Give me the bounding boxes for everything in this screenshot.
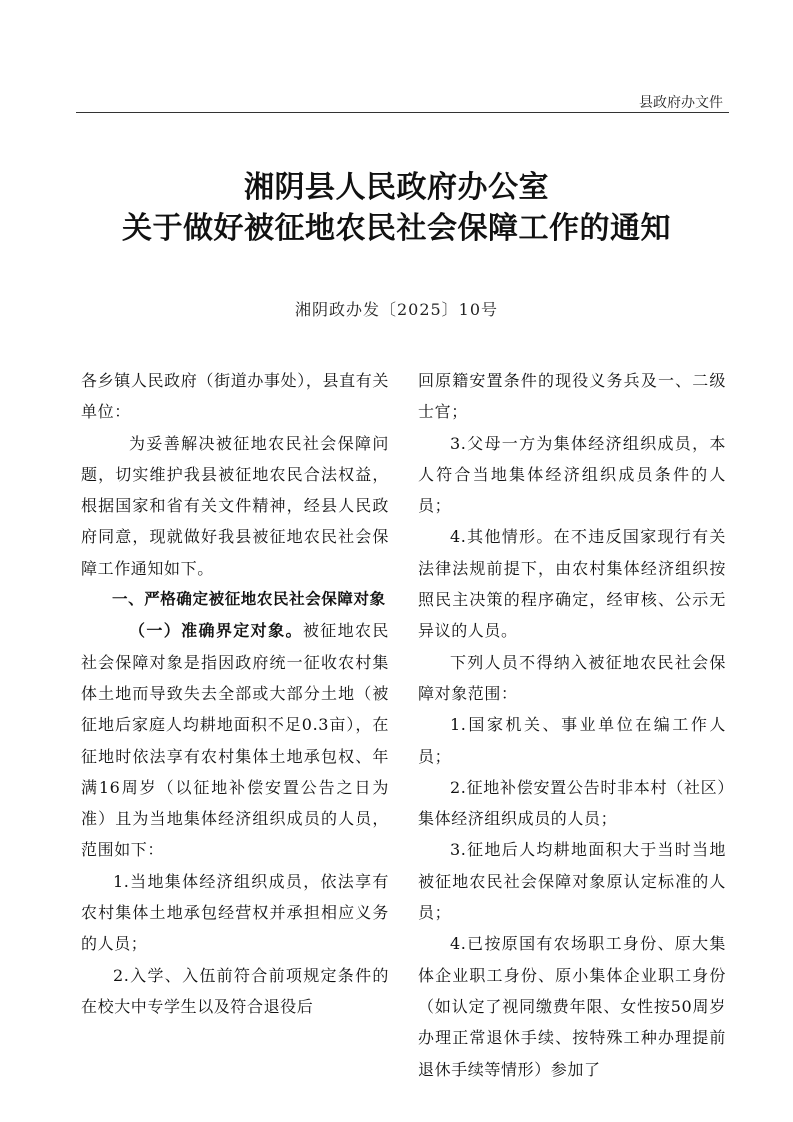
subsection-paragraph-1: [81, 615, 389, 865]
right-column: [418, 365, 726, 1085]
intro-paragraph: 为妥善解决被征地农民社会保障问题，切实维护我县被征地农民合法权益，根据国家和省有关文件精神，经县人民政府同意，现就做好我县被征地农民社会保障工作通知如下。: [81, 433, 389, 578]
header-divider: [76, 112, 729, 113]
document-category-label: 县政府办文件: [639, 95, 723, 111]
document-title-line-2: 关于做好被征地农民社会保障工作的通知: [122, 211, 671, 246]
exclusion-intro: 下列人员不得纳入被征地农民社会保障对象范围：: [418, 652, 726, 703]
list-item-4: 4.其他情形。在不违反国家现行有关法律法规前提下，由农村集体经济组织按照民主决策的程序确定，经审核、公示无异议的人员。: [418, 527, 726, 641]
list-item-1: 1.当地集体经济组织成员，依法享有农村集体土地承包经营权并承担相应义务的人员；: [81, 871, 389, 954]
document-number: 湘阴政办发〔2025〕10号: [294, 300, 499, 319]
list-item-2: 2.入学、入伍前符合前项规定条件的在校大中专学生以及符合退役后: [81, 965, 389, 1016]
document-title-line-1: 湘阴县人民政府办公室: [244, 170, 549, 205]
list-item-3: 3.父母一方为集体经济组织成员，本人符合当地集体经济组织成员条件的人员；: [418, 433, 726, 516]
exclusion-item-2: 2.征地补偿安置公告时非本村（社区）集体经济组织成员的人员；: [418, 777, 726, 829]
list-item-2-continued: 回原籍安置条件的现役义务兵及一、二级士官；: [418, 371, 726, 422]
left-column: [81, 365, 389, 1022]
exclusion-item-4: 4.已按原国有农场职工身份、原大集体企业职工身份、原小集体企业职工身份（如认定了视同缴费年限、女性按50周岁办理正常退休手续、按特殊工种办理提前退休手续等情形）参加了: [418, 934, 726, 1079]
subsection-body-1: 被征地农民社会保障对象是指因政府统一征收农村集体土地而导致失去全部或大部分土地（被征地后家庭人均耕地面积不足0.3亩），在征地时依法享有农村集体土地承包权、年满16周岁（以征地补偿安置公告之日为准）且为当地集体经济组织成员的人员，范围如下：: [81, 621, 389, 860]
addressee: 各乡镇人民政府（街道办事处），县直有关单位：: [81, 371, 389, 422]
section-heading-1: 一、严格确定被征地农民社会保障对象: [112, 590, 386, 609]
exclusion-item-1: 1.国家机关、事业单位在编工作人员；: [418, 715, 726, 766]
exclusion-item-3: 3.征地后人均耕地面积大于当时当地被征地农民社会保障对象原认定标准的人员；: [418, 840, 726, 923]
subsection-title-1: （一）准确界定对象。: [129, 621, 303, 641]
